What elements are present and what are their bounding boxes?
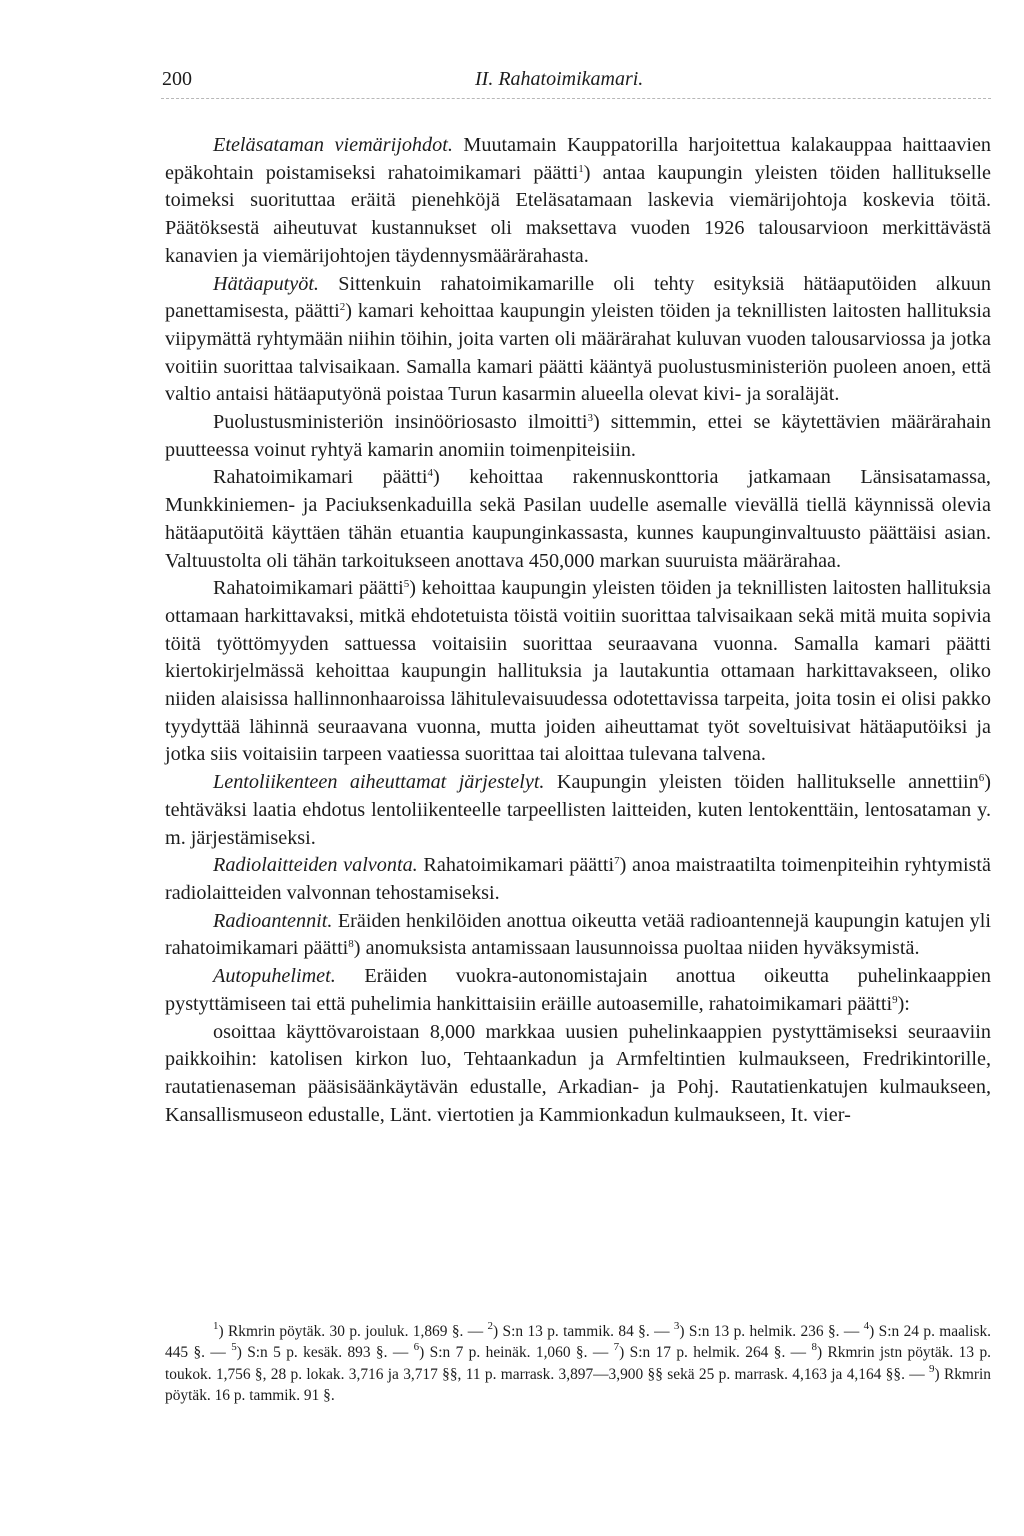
footnote-ref: 8 <box>348 938 354 951</box>
topic-heading: Eteläsataman viemärijohdot. <box>213 134 453 156</box>
paragraph <box>165 1019 991 1130</box>
footnote-ref: 7 <box>613 1341 620 1354</box>
text-run: Sittenkuin rahatoimikamarille oli tehty esityksiä hätäaputöiden alkuun panettamisesta, päätti <box>165 272 991 323</box>
text-run: Rahatoimikamari päätti <box>213 577 404 600</box>
text-run: ) antaa kaupungin yleisten töiden hallitukselle toimeksi suorituttaa eräitä pienehköjä Eteläsatamaan laskevia viemärijohtoja koskevia töitä. Päätöksestä aiheutuvat kustannukset oli maksettava vuoden 1926 talousarvioon merkittävästä kanavien ja viemärijohtojen täydennysmäärärahasta. <box>165 161 991 267</box>
topic-heading: Radiolaitteiden valvonta. <box>213 854 418 877</box>
text-run: osoittaa käyttövaroistaan 8,000 markkaa uusien puhelinkaappien pystyttämiseksi seuraaviin paikkoihin: katolisen kirkon luo, Tehtaankadun ja Armfeltintien kulmaukseen, Fredrikintorille, rautatienaseman pääsisäänkäytävän edustalle, Arkadian- ja Pohj. Rautatienkatujen kulmaukseen, Kansallismuseon edustalle, Länt. viertotien ja Kammionkadun kulmaukseen, It. vier- <box>165 1020 991 1126</box>
paragraph <box>165 908 991 963</box>
paragraph <box>165 132 991 271</box>
text-run: ): <box>897 992 910 1015</box>
text-run: ) Rkmrin pöytäk. 30 p. jouluk. 1,869 §. — <box>218 1323 488 1340</box>
page-number: 200 <box>162 68 192 90</box>
footnote-ref: 6 <box>978 772 985 785</box>
topic-heading: Hätäaputyöt. <box>213 272 319 295</box>
header-rule <box>161 98 991 99</box>
paragraph <box>165 575 991 769</box>
text-run: Eräiden henkilöiden anottua oikeutta vetää radioantennejä kaupungin katujen yli rahatoimikamari päätti <box>165 909 991 960</box>
paragraph <box>165 464 991 575</box>
footnote-ref: 3 <box>673 1320 680 1332</box>
footnote-ref: 5 <box>403 578 410 591</box>
footnote-ref: 2 <box>487 1320 494 1332</box>
paragraph <box>165 409 991 464</box>
footnote-ref: 8 <box>811 1341 817 1354</box>
footnote-ref: 6 <box>413 1341 420 1354</box>
text-run: ) anomuksista antamissaan lausunnoissa puoltaa niiden hyväksymistä. <box>353 937 920 960</box>
text-run: ) kamari kehoittaa kaupungin yleisten töiden ja teknillisten laitosten hallituksia viipymättä ryhtymään niihin töihin, joita varten oli määrärahat kuluvan vuoden talousarviossa ja jotka voitiin suorittaa talvisaikaan. Samalla kamari päätti kääntyä puolustusministeriön puoleen anoen, että valtio antaisi hätäaputyönä poistaa Turun kasarmin alueella olevat kivi- ja soraläjät. <box>165 300 991 406</box>
footnote-ref: 7 <box>614 855 620 868</box>
text-run: ) S:n 5 p. kesäk. 893 §. — <box>236 1344 414 1362</box>
text-run: ) anoa maistraatilta toimenpiteihin ryhtymistä radiolaitteiden valvonnan tehostamiseksi. <box>165 854 991 904</box>
text-run: ) kehoittaa rakennuskonttoria jatkamaan Länsisatamassa, Munkkiniemen- ja Paciuksenkaduilla sekä Pasilan uudelle asemalle vievällä tiellä käynnissä olevia hätäaputöitä käyttäen tähän etuantia kaupunginkassasta, kunnes kaupunginvaltuusto päättäisi asian. Valtuustolta oli tähän tarkoitukseen anottava 450,000 markan suuruista määrärahaa. <box>165 466 991 572</box>
text-run: ) S:n 24 p. maalisk. 445 §. — <box>165 1323 992 1362</box>
paragraph <box>165 769 991 852</box>
footnote-ref: 4 <box>427 467 433 480</box>
text-run: Kaupungin yleisten töiden hallitukselle annettiin <box>544 771 979 794</box>
footnote-paragraph <box>165 1321 991 1406</box>
text-run: ) S:n 17 p. helmik. 264 §. — <box>619 1344 812 1362</box>
text-run: Rahatoimikamari päätti <box>213 466 428 489</box>
footnote-ref: 4 <box>863 1320 870 1332</box>
text-run: ) S:n 13 p. helmik. 236 §. — <box>679 1323 864 1340</box>
running-title: II. Rahatoimikamari. <box>475 68 644 90</box>
body-text <box>165 132 991 1129</box>
text-run: Puolustusministeriön insinööriosasto ilmoitti <box>213 411 588 434</box>
topic-heading: Lentoliikenteen aiheuttamat järjestelyt. <box>213 771 545 794</box>
paragraph <box>165 852 991 907</box>
text-run: ) kehoittaa kaupungin yleisten töiden ja teknillisten laitosten hallituksia ottamaan harkittavaksi, mitkä ehdotetuista töistä voitiin suorittaa talvisaikaan sekä mitä muita sopivia töitä työttömyyden sattuessa voitaisiin suorittaa seuraavana vuonna. Samalla kamari päätti kiertokirjelmässä kehoittaa kaupungin hallituksia ja lautakuntia ottamaan harkittavakseen, oliko niiden alaisissa hallinnonhaaroissa lähitulevaisuudessa odotettavissa tarpeita, joita tosin ei olisi pakko tyydyttää lähinnä seuraavana vuonna, mutta joiden aiheuttamat työt soveltuisivat hätäaputöiksi ja jotka siis voitaisiin tarpeen vaatiessa suorittaa tai aloittaa tulevana talvena. <box>165 577 991 766</box>
text-run: Eräiden vuokra-autonomistajain anottua oikeutta puhelinkaappien pystyttämiseen tai että puhelimia hankittaisiin eräille autoasemille, rahatoimikamari päätti <box>165 965 991 1015</box>
topic-heading: Radioantennit. <box>213 909 333 932</box>
topic-heading: Autopuhelimet. <box>213 965 336 988</box>
text-run: ) sittemmin, ettei se käytettävien määrärahain puutteessa voinut ryhtyä kamarin anomiin toimenpiteisiin. <box>165 411 992 461</box>
footnote-ref: 1 <box>578 162 584 175</box>
text-run: Muutamain Kauppatorilla harjoitettua kalakauppaa haittaavien epäkohtain poistamiseksi rahatoimikamari päätti <box>165 134 991 184</box>
footnote-ref: 5 <box>231 1341 237 1354</box>
footnote-ref: 3 <box>587 412 593 425</box>
text-run: ) tehtäväksi laatia ehdotus lentoliikenteelle tarpeellisten laitteiden, kuten lentokenttäin, lentosataman y. m. järjestämiseksi. <box>165 771 991 849</box>
document-page <box>162 64 992 1404</box>
text-run: ) S:n 7 p. heinäk. 1,060 §. — <box>419 1344 614 1362</box>
page-header <box>162 64 991 94</box>
text-run: Rahatoimikamari päätti <box>417 854 615 877</box>
text-run: ) Rkmrin jstn pöytäk. 13 p. toukok. 1,756 §, 28 p. lokak. 3,716 ja 3,717 §§, 11 p. marrask. 3,897—3,900 §§ sekä 25 p. marrask. 4,163 ja 4,164 §§. — <box>165 1344 991 1383</box>
footnote-ref: 9 <box>892 993 898 1006</box>
footnote-ref: 1 <box>213 1320 219 1332</box>
footnotes <box>165 1321 991 1406</box>
footnote-ref: 2 <box>339 301 346 314</box>
paragraph <box>165 963 991 1018</box>
footnote-ref: 9 <box>929 1362 935 1375</box>
text-run: ) Rkmrin pöytäk. 16 p. tammik. 91 §. <box>165 1365 991 1404</box>
paragraph <box>165 271 991 410</box>
text-run: ) S:n 13 p. tammik. 84 §. — <box>493 1323 674 1340</box>
